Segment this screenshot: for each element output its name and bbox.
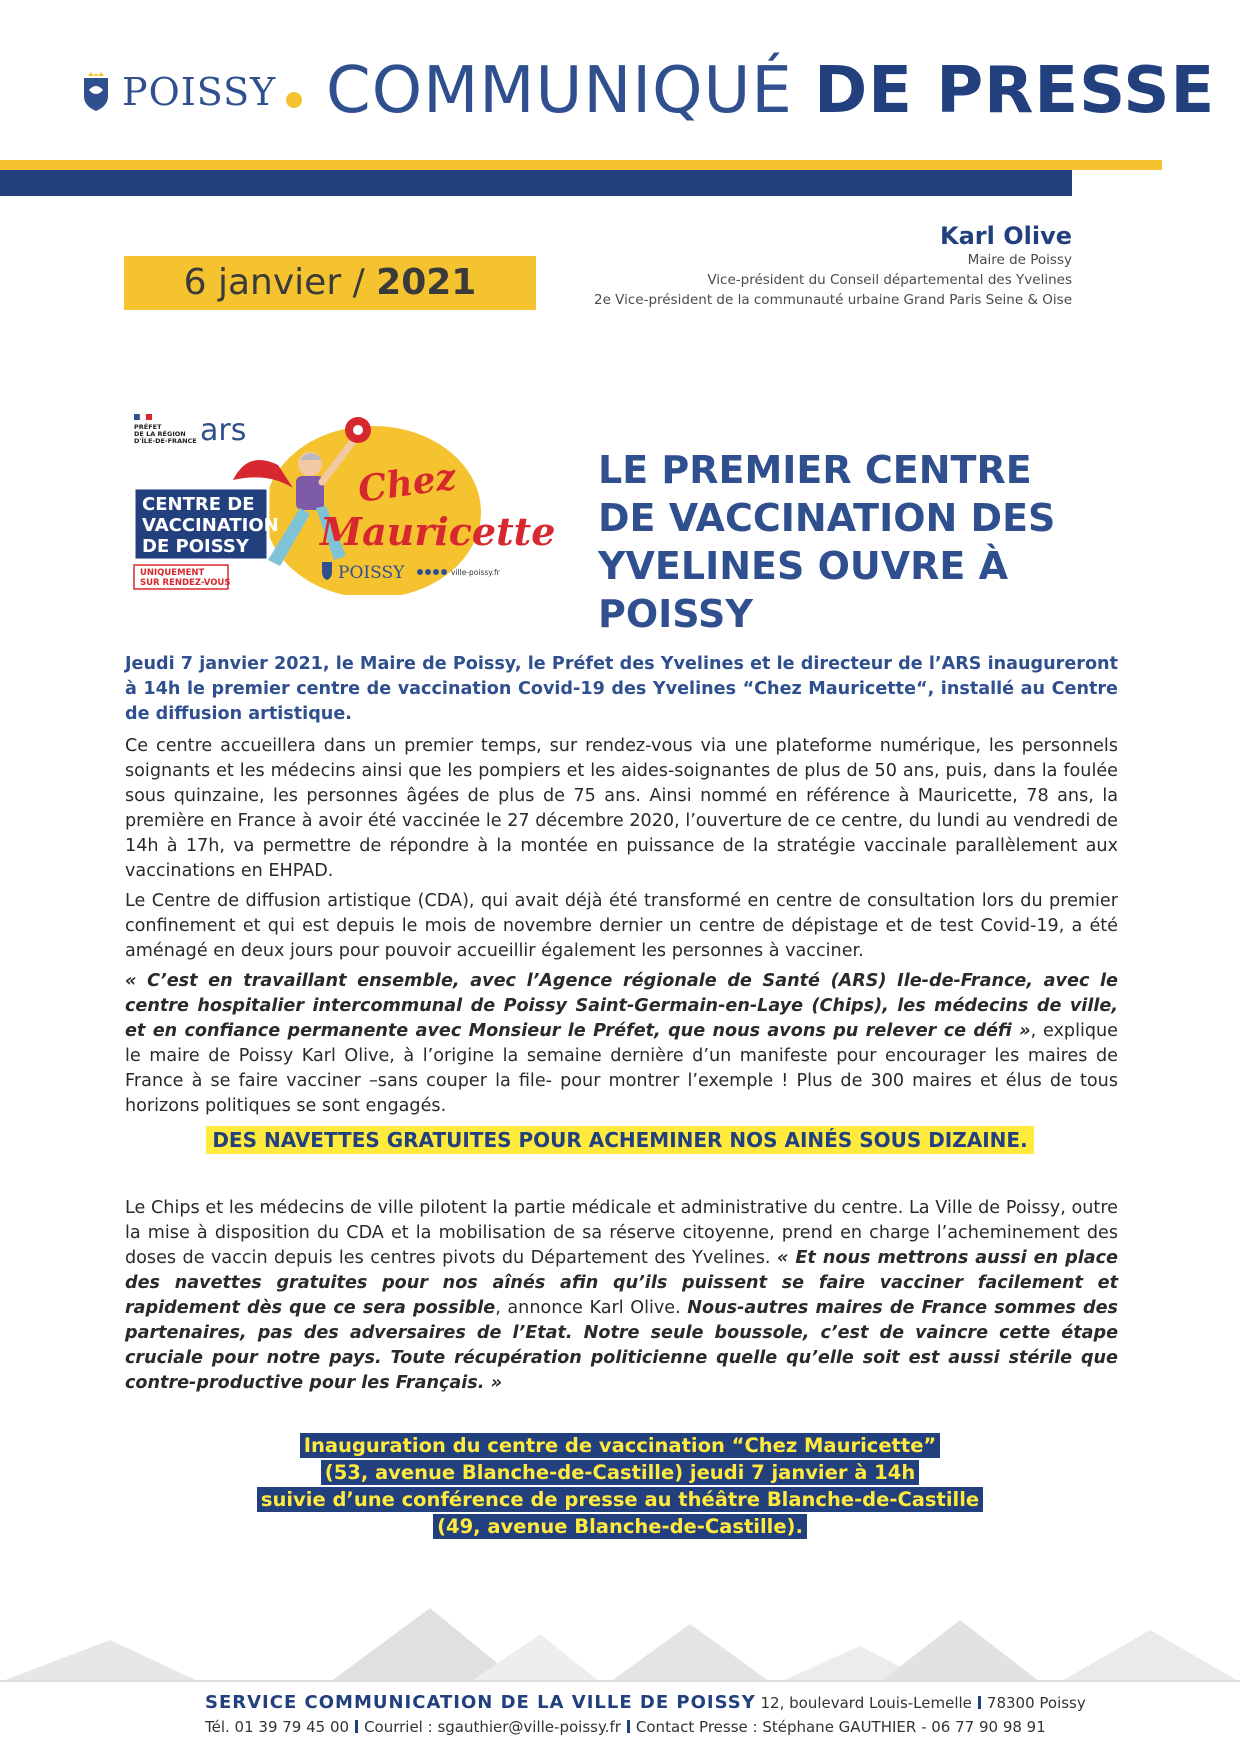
inauguration-notice: Inauguration du centre de vaccination “Chez Mauricette” (53, avenue Blanche-de-Castille) jeudi 7 janvier à 14h suivie d’une conférence de presse au théâtre Blanche-de-Castille (49, avenue Blanche-de-Castille). — [0, 1432, 1240, 1540]
header-stripe-yellow — [0, 160, 1162, 170]
poissy-logo — [82, 70, 276, 114]
svg-text:CENTRE DE: CENTRE DE — [142, 494, 255, 515]
svg-text:PRÉFET: PRÉFET — [134, 423, 162, 431]
social-icon — [425, 569, 431, 575]
social-icon — [417, 569, 423, 575]
mayor-role: Maire de Poissy — [967, 252, 1072, 268]
chez-text: Chez — [355, 455, 459, 511]
mayor-role: Vice-président du Conseil départemental des Yvelines — [707, 272, 1072, 288]
header-stripe-blue — [0, 170, 1072, 196]
lead-paragraph: Jeudi 7 janvier 2021, le Maire de Poissy, le Préfet des Yvelines et le directeur de l’ARS inaugureront à 14h le premier centre de vaccination Covid-19 des Yvelines “Chez Mauricette“, installé au Centre de diffusion artistique. — [125, 654, 1118, 724]
footer-service: SERVICE COMMUNICATION DE LA VILLE DE POISSY 12, boulevard Louis-Lemelle 78300 Poissy — [205, 1692, 1086, 1713]
footer-separator — [978, 1696, 981, 1709]
prefet-logo — [134, 414, 197, 445]
body-paragraph: Le Centre de diffusion artistique (CDA), qui avait déjà été transformé en centre de consultation lors du premier confinement et qui est depuis le mois de novembre dernier un centre de dépistage et de test Covid-19, a été aménagé en deux jours pour pouvoir accueillir également les personnes à vacciner. — [125, 891, 1118, 961]
mayor-block — [594, 222, 1072, 310]
footer-separator — [355, 1720, 358, 1733]
body-paragraph: Ce centre accueillera dans un premier temps, sur rendez-vous via une plateforme numérique, les personnels soignants et les médecins ainsi que les pompiers et les aides-soignantes de plus de 50 ans, puis, dans la foulée sous quinzaine, les personnes âgées de plus de 75 ans. Ainsi nommé en référence à Mauricette, 78 ans, la première en France à avoir été vaccinée le 27 décembre 2020, l’ouverture de ce centre, du lundi au vendredi de 14h à 17h, va permettre de répondre à la montée en puissance de la stratégie vaccinale parallèlement aux vaccinations en EHPAD. — [125, 736, 1118, 881]
section-heading: DES NAVETTES GRATUITES POUR ACHEMINER NOS AINÉS SOUS DIZAINE. — [0, 1128, 1240, 1152]
vaccination-center-visual — [128, 410, 580, 595]
footer-separator — [627, 1720, 630, 1733]
page-title: COMMUNIQUÉ DE PRESSE — [326, 54, 1216, 128]
body-paragraph: Le Chips et les médecins de ville pilotent la partie médicale et administrative du centre. La Ville de Poissy, outre la mise à disposition du CDA et la mobilisation de sa réserve citoyenne, prend en charge l’acheminement des doses de vaccin depuis les centres pivots du Département des Yvelines. « Et nous mettrons aussi en place des navettes gratuites pour nos aînés afin qu’ils puissent se faire vacciner facilement et rapidement dès que ce sera possible, annonce Karl Olive. Nous-autres maires de France sommes des partenaires, pas des adversaires de l’Etat. Notre seule boussole, c’est de vaincre cette étape cruciale pour notre pays. Toute récupération politicienne quelle qu’elle soit est aussi stérile que contre-productive pour les Français. » — [125, 1198, 1118, 1393]
social-icon — [441, 569, 447, 575]
svg-text:SUR RENDEZ-VOUS: SUR RENDEZ-VOUS — [140, 578, 231, 588]
footer-decoration — [0, 1600, 1240, 1682]
city-crest-icon — [82, 72, 110, 112]
svg-text:UNIQUEMENT: UNIQUEMENT — [140, 568, 205, 578]
mini-logo-text: POISSY — [338, 563, 405, 583]
social-icon — [433, 569, 439, 575]
footer-contact: Tél. 01 39 79 45 00 Courriel : sgauthier@ville-poissy.fr Contact Presse : Stéphane GAUTHIER - 06 77 90 98 91 — [205, 1718, 1046, 1736]
headline: LE PREMIER CENTRE DE VACCINATION DES YVELINES OUVRE À POISSY — [598, 448, 1056, 636]
body-paragraph: « C’est en travaillant ensemble, avec l’Agence régionale de Santé (ARS) Ile-de-France, avec le centre hospitalier intercommunal de Poissy Saint-Germain-en-Laye (Chips), les médecins de ville, et en confiance permanente avec Monsieur le Préfet, que nous avons pu relever ce défi », explique le maire de Poissy Karl Olive, à l’origine la semaine dernière d’un manifeste pour encourager les maires de France à se faire vacciner –sans couper la file- pour montrer l’exemple ! Plus de 300 maires et élus de tous horizons politiques se sont engagés. — [125, 971, 1119, 1116]
date-text: 6 janvier / 2021 — [183, 262, 477, 303]
svg-text:VACCINATION: VACCINATION — [142, 515, 279, 536]
mauricette-text: Mauricette — [320, 509, 556, 554]
mayor-name: Karl Olive — [940, 222, 1072, 250]
svg-text:D'ÎLE-DE-FRANCE: D'ÎLE-DE-FRANCE — [134, 437, 197, 445]
svg-text:DE LA RÉGION: DE LA RÉGION — [134, 430, 186, 438]
header-dot — [286, 92, 302, 108]
mayor-role: 2e Vice-président de la communauté urbaine Grand Paris Seine & Oise — [594, 292, 1072, 308]
site-text: ville-poissy.fr — [451, 568, 500, 577]
ars-logo: ars — [200, 413, 247, 448]
mini-crest-icon — [322, 562, 332, 580]
logo-text: POISSY — [122, 70, 277, 114]
svg-text:DE POISSY: DE POISSY — [142, 536, 249, 557]
